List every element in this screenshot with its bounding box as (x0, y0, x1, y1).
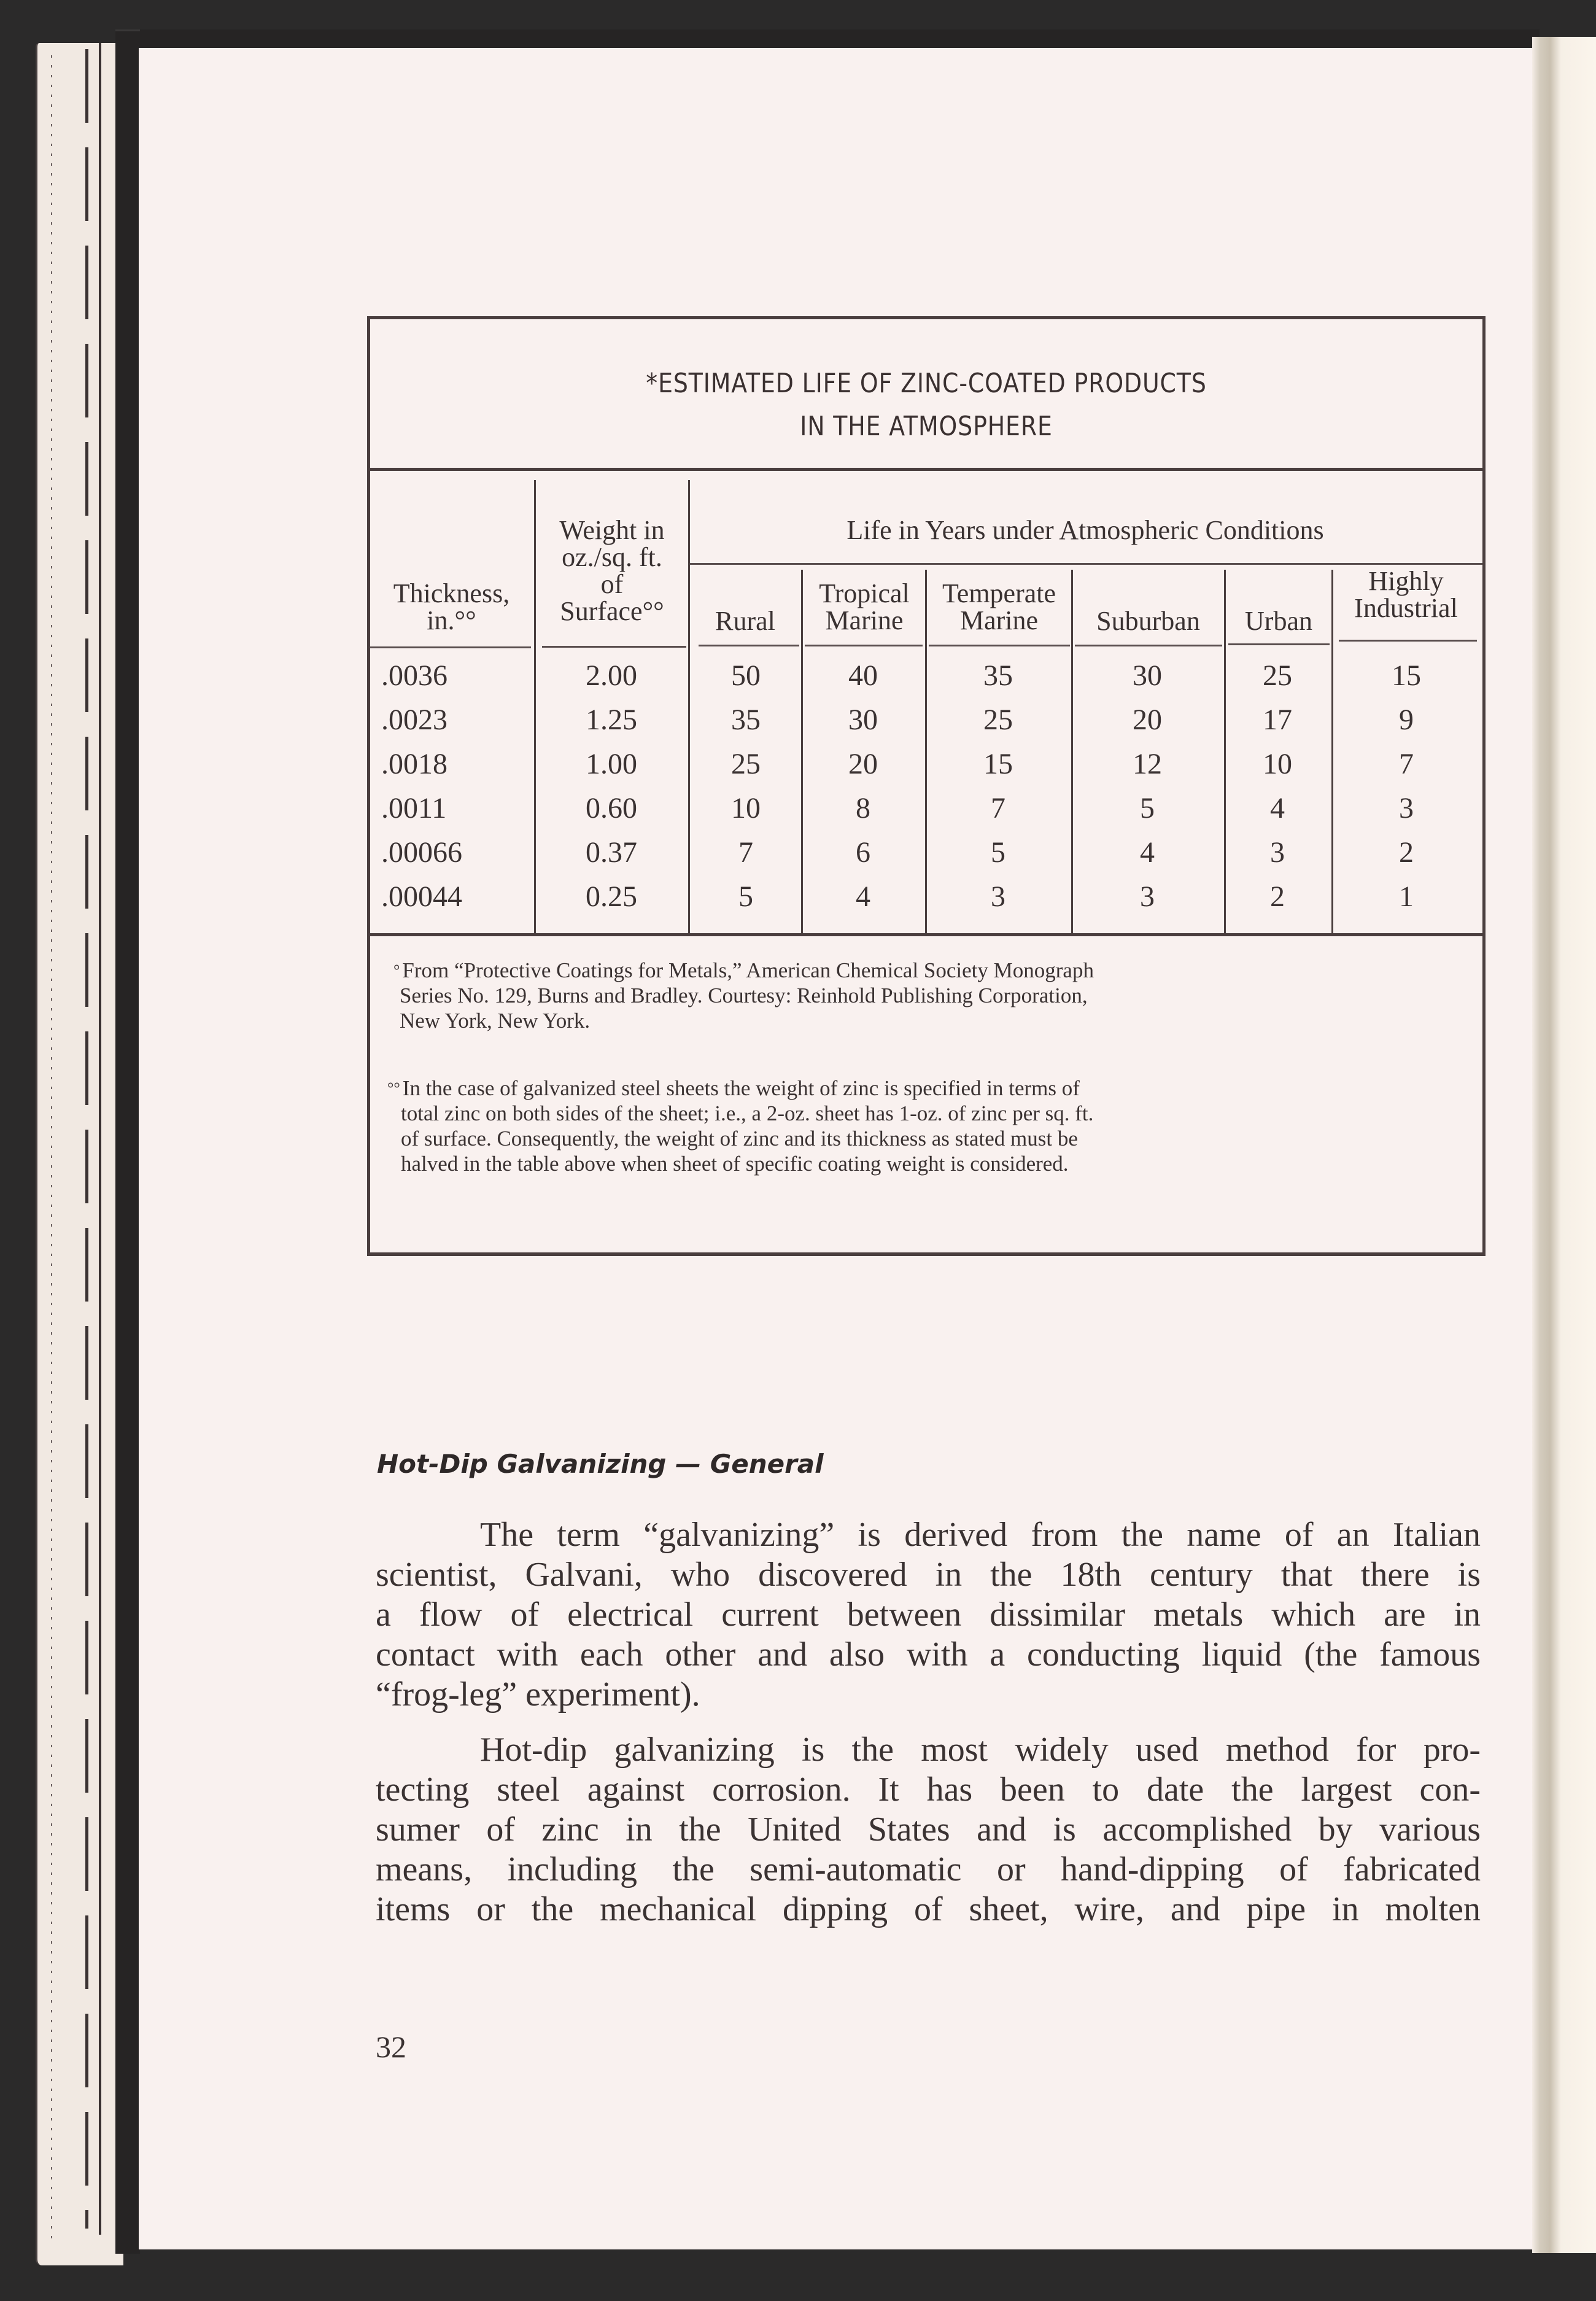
column-header-line: of (600, 569, 624, 599)
column-header-urban (1226, 608, 1331, 635)
table-cell: 30 (1133, 659, 1162, 692)
table-cell: 20 (1133, 704, 1162, 736)
footnote-line: halved in the table above when sheet of specific coating weight is considered. (401, 1152, 1069, 1176)
paragraph-line: means, including the semi-automatic or hand-dipping of fabricated (376, 1850, 1481, 1888)
paragraph-line: “frog-leg” experiment). (376, 1675, 700, 1713)
table-cell: 6 (856, 836, 870, 869)
table-cell: 35 (731, 704, 761, 736)
table-cell: 9 (1399, 704, 1414, 736)
table-cell: 35 (983, 659, 1013, 692)
column-divider (1071, 570, 1073, 933)
footnote (393, 958, 1094, 1033)
header-underline (542, 646, 686, 648)
table-cell: 0.37 (586, 836, 637, 869)
column-header-line: Rural (715, 606, 775, 636)
table-cell: 7 (738, 836, 753, 869)
book-cover-edge (115, 29, 1540, 48)
footnote-line: total zinc on both sides of the sheet; i.e., a 2-oz. sheet has 1-oz. of zinc per sq. ft. (401, 1101, 1094, 1125)
table-cell: 30 (848, 704, 878, 736)
table-cell: 10 (731, 792, 761, 825)
paragraph-line: Hot-dip galvanizing is the most widely used method for pro- (480, 1731, 1481, 1769)
table-cell: 12 (1133, 748, 1162, 780)
footnote-mark: ° (393, 961, 400, 979)
table-cell: 4 (856, 880, 870, 913)
column-header-highly-industrial (1334, 568, 1478, 622)
column-header-line: Marine (959, 605, 1039, 635)
column-header-line: Urban (1245, 606, 1312, 636)
table-cell: 50 (731, 659, 761, 692)
column-header-line: Temperate (942, 578, 1056, 608)
header-underline (929, 645, 1070, 646)
column-header-line: Weight in (559, 515, 665, 545)
page-edge-line (85, 49, 88, 2229)
footnote-mark: °° (387, 1079, 400, 1097)
paragraph-line: a flow of electrical current between dissimilar metals which are in (376, 1596, 1481, 1634)
footnote-line: New York, New York. (400, 1009, 591, 1033)
table-cell: 3 (1140, 880, 1155, 913)
group-header-rule (689, 563, 1482, 565)
body-paragraph (376, 1515, 1481, 1715)
table-title (448, 362, 1404, 448)
page-number: 32 (376, 2030, 406, 2064)
column-header-suburban (1073, 608, 1223, 635)
table-cell: 1 (1399, 880, 1414, 913)
column-header-line: Industrial (1354, 593, 1458, 623)
table-cell: 7 (1399, 748, 1414, 780)
column-header-thickness (370, 580, 533, 634)
column-header-line: in.°° (427, 605, 476, 635)
table-cell: 15 (983, 748, 1013, 780)
table-cell: 17 (1263, 704, 1292, 736)
table-cell: 2 (1270, 880, 1285, 913)
table-cell: .00066 (381, 836, 462, 869)
footnote (387, 1076, 1093, 1176)
header-underline (805, 645, 923, 646)
paragraph-line: items or the mechanical dipping of sheet, wire, and pipe in molten (376, 1890, 1481, 1928)
body-paragraph (376, 1730, 1481, 1930)
table-cell: 7 (991, 792, 1005, 825)
table-cell: .00044 (381, 880, 462, 913)
table-cell: .0011 (381, 792, 447, 825)
footnote-line: of surface. Consequently, the weight of zinc and its thickness as stated must be (401, 1127, 1078, 1150)
table-cell: 4 (1270, 792, 1285, 825)
group-header: Life in Years under Atmospheric Conditions (846, 515, 1324, 545)
table-cell: .0023 (381, 704, 447, 736)
header-underline (1339, 640, 1477, 642)
table-title-line: *ESTIMATED LIFE OF ZINC-COATED PRODUCTS (646, 368, 1207, 399)
table-bottom-rule (370, 933, 1482, 936)
footnote-line: From “Protective Coatings for Metals,” American Chemical Society Monograph (402, 958, 1094, 982)
paragraph-line: The term “galvanizing” is derived from the name of an Italian (480, 1516, 1481, 1554)
column-header-line: Marine (825, 605, 904, 635)
table-cell: 1.00 (586, 748, 637, 780)
column-divider (534, 480, 536, 934)
table-cell: .0018 (381, 748, 447, 780)
table-cell: 0.60 (586, 792, 637, 825)
table-cell: 2 (1399, 836, 1414, 869)
column-header-tropical-marine (803, 580, 926, 634)
table-cell: 25 (731, 748, 761, 780)
table-cell: 20 (848, 748, 878, 780)
table-cell: 15 (1392, 659, 1421, 692)
table-cell: 0.25 (586, 880, 637, 913)
paragraph-line: sumer of zinc in the United States and is accomplished by various (376, 1810, 1481, 1849)
table-cell: 25 (983, 704, 1013, 736)
page-edge-line (99, 43, 101, 2235)
header-underline (1075, 645, 1222, 646)
table-cell: 2.00 (586, 659, 637, 692)
column-header-line: Surface°° (560, 596, 664, 626)
column-header-line: Tropical (819, 578, 910, 608)
stitching-dots (51, 55, 52, 2241)
paragraph-line: scientist, Galvani, who discovered in the 18th century that there is (376, 1556, 1481, 1594)
page-edges (36, 43, 123, 2265)
table-cell: 4 (1140, 836, 1155, 869)
table-cell: 3 (991, 880, 1005, 913)
header-underline (1228, 643, 1330, 645)
table-cell: 5 (1140, 792, 1155, 825)
column-header-weight (536, 517, 688, 625)
column-header-line: Thickness, (393, 578, 510, 608)
section-heading: Hot-Dip Galvanizing — General (377, 1449, 824, 1479)
table-cell: 3 (1399, 792, 1414, 825)
table-title-line: IN THE ATMOSPHERE (800, 411, 1053, 442)
paragraph-line: contact with each other and also with a conducting liquid (the famous (376, 1636, 1481, 1674)
column-header-line: Suburban (1096, 606, 1200, 636)
paragraph-line: tecting steel against corrosion. It has been to date the largest con- (376, 1771, 1481, 1809)
header-underline (699, 645, 799, 646)
table-cell: 1.25 (586, 704, 637, 736)
facing-page-gutter (1532, 37, 1596, 2253)
column-header-line: oz./sq. ft. (562, 542, 662, 572)
table-cell: 8 (856, 792, 870, 825)
header-underline (370, 646, 531, 648)
footnote-line: In the case of galvanized steel sheets the weight of zinc is specified in terms of (402, 1076, 1080, 1100)
column-header-line: Highly (1368, 566, 1444, 596)
table-cell: 40 (848, 659, 878, 692)
column-header-temperate-marine (927, 580, 1071, 634)
table-cell: 5 (991, 836, 1005, 869)
book-cover-edge (115, 29, 140, 2254)
zinc-life-table (367, 316, 1486, 1256)
table-cell: 3 (1270, 836, 1285, 869)
title-rule (370, 468, 1482, 471)
table-cell: 25 (1263, 659, 1292, 692)
table-cell: .0036 (381, 659, 447, 692)
table-cell: 5 (738, 880, 753, 913)
footnote-line: Series No. 129, Burns and Bradley. Courtesy: Reinhold Publishing Corporation, (400, 984, 1088, 1007)
table-cell: 10 (1263, 748, 1292, 780)
column-header-rural (691, 608, 800, 635)
